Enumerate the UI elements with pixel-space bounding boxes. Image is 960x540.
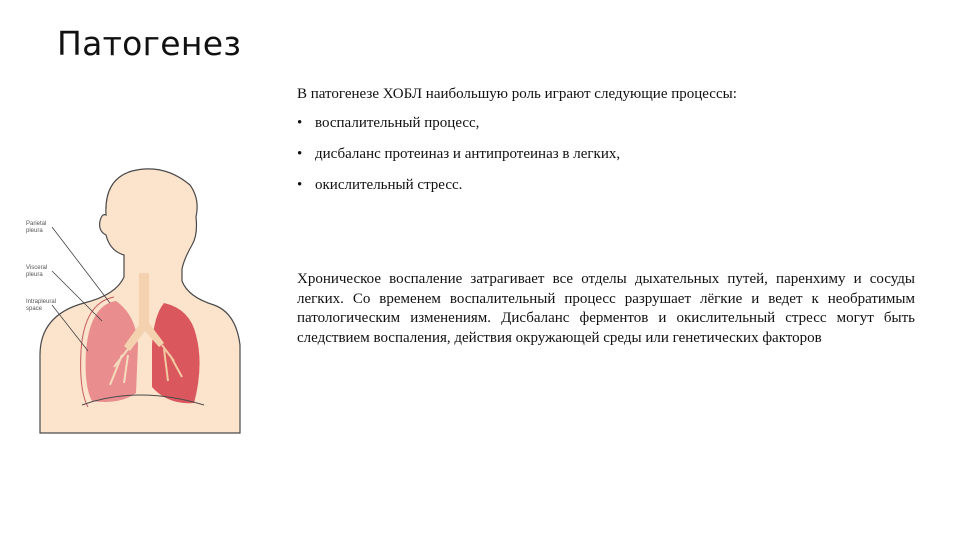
list-item: • окислительный стресс. xyxy=(297,175,915,195)
process-list xyxy=(297,113,915,195)
anatomy-illustration xyxy=(24,155,246,435)
content-block xyxy=(297,84,915,206)
lungs-diagram xyxy=(24,155,246,435)
list-item: • воспалительный процесс, xyxy=(297,113,915,133)
body-paragraph: Хроническое воспаление затрагивает все отделы дыхательных путей, паренхиму и сосуды легких. Со временем воспалительный процесс разрушает лёгкие и ведет к необратимым патологическим изменениям. Дисбаланс ферментов и окислительный стресс могут быть следствием воспаления, действия окружающей среды или генетических факторов xyxy=(297,271,915,346)
slide-title: Патогенез xyxy=(57,24,242,63)
list-item: • дисбаланс протеиназ и антипротеиназ в легких, xyxy=(297,144,915,164)
label-visceral-pleura: Visceral pleura xyxy=(26,265,48,278)
intro-text: В патогенезе ХОБЛ наибольшую роль играют следующие процессы: xyxy=(297,86,737,102)
label-intrapleural-space: Intrapleural space xyxy=(26,299,57,312)
pointer-parietal xyxy=(52,227,110,303)
label-parietal-pleura: Parietal pleura xyxy=(26,221,47,234)
